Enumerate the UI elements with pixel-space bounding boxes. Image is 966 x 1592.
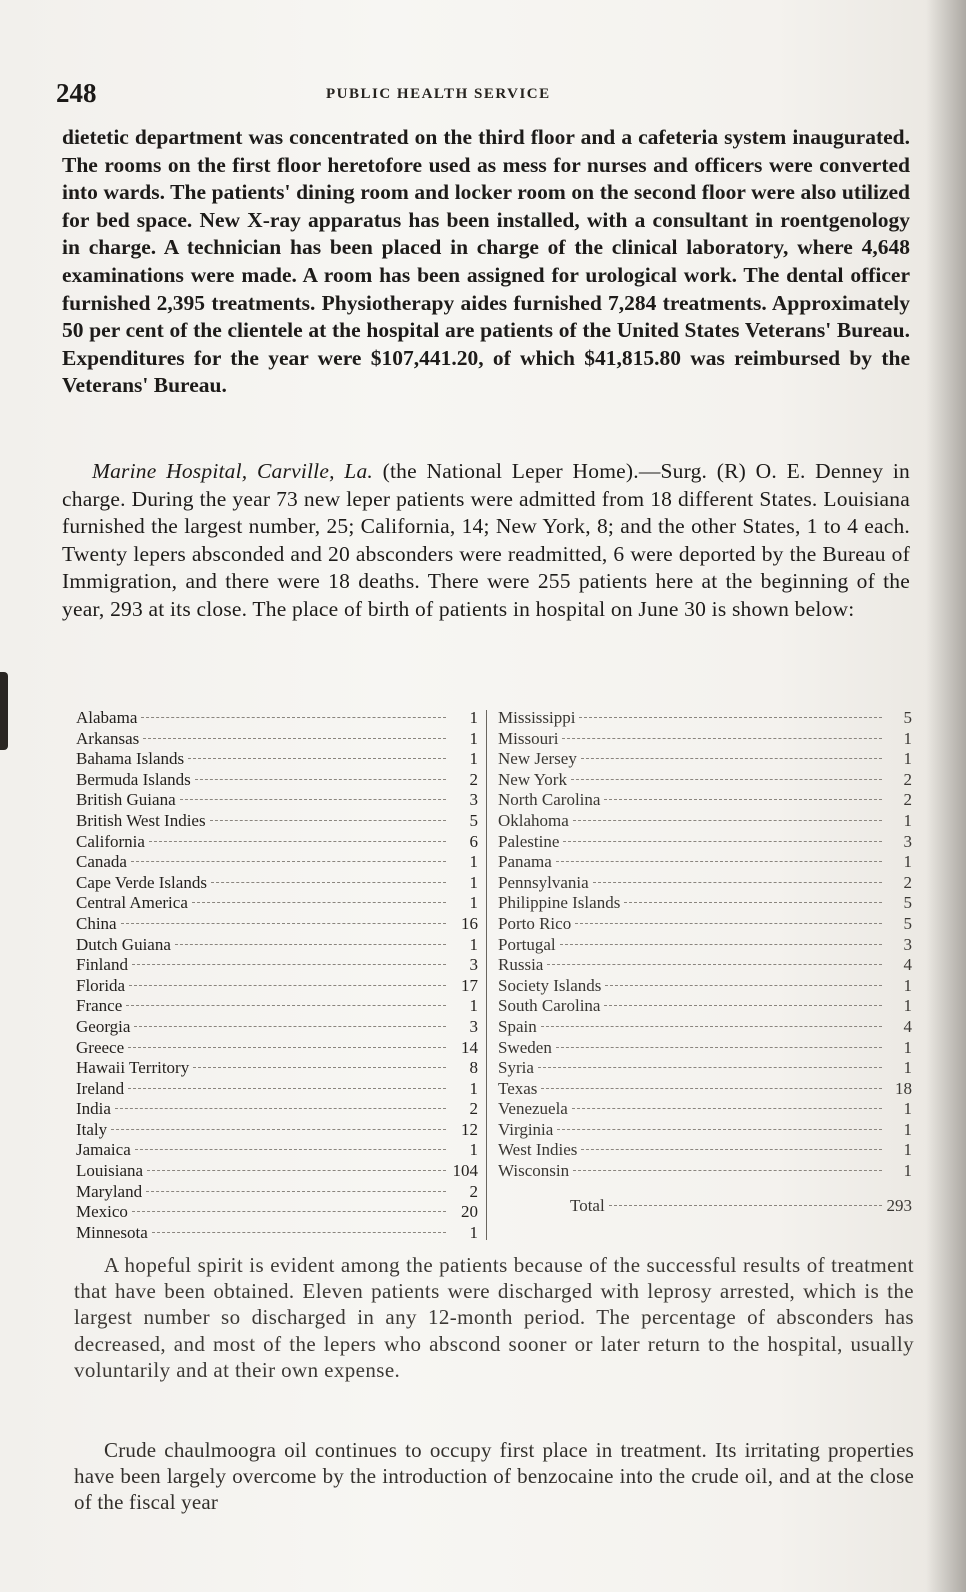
birthplace-name: Arkansas — [76, 728, 140, 748]
table-row — [76, 811, 478, 832]
patient-count: 1 — [903, 852, 912, 872]
total-row — [498, 1196, 912, 1217]
leader-dots — [149, 841, 446, 842]
birthplace-name: New Jersey — [498, 749, 577, 769]
table-row — [76, 770, 478, 791]
birthplace-name: Panama — [498, 852, 552, 872]
birthplace-name: British West Indies — [76, 810, 206, 830]
leader-dots — [192, 902, 446, 903]
table-row — [498, 1058, 912, 1079]
birthplace-name: Jamaica — [76, 1140, 131, 1160]
leader-dots — [147, 1170, 446, 1171]
birthplace-name: France — [76, 996, 123, 1016]
birthplace-name: Hawaii Territory — [76, 1058, 190, 1078]
table-row — [76, 1182, 478, 1203]
patient-count: 2 — [903, 769, 912, 789]
table-row — [498, 1161, 912, 1182]
birthplace-table — [76, 708, 920, 1252]
birthplace-name: Palestine — [498, 831, 560, 851]
table-row — [76, 1099, 478, 1120]
table-row — [76, 1202, 478, 1223]
paragraph-carville — [62, 458, 910, 624]
table-row — [498, 770, 912, 791]
leader-dots — [579, 717, 882, 718]
patient-count: 4 — [903, 1016, 912, 1036]
table-row — [498, 811, 912, 832]
birthplace-name: Ireland — [76, 1078, 125, 1098]
table-row — [76, 1058, 478, 1079]
leader-dots — [605, 985, 882, 986]
leader-dots — [128, 1088, 446, 1089]
table-row — [498, 976, 912, 997]
leader-dots — [604, 799, 882, 800]
patient-count: 1 — [469, 996, 478, 1016]
leader-dots — [538, 1067, 882, 1068]
hospital-title: Marine Hospital, Carville, La. — [92, 459, 373, 483]
table-row — [76, 955, 478, 976]
birthplace-name: Wisconsin — [498, 1161, 570, 1181]
table-row — [76, 935, 478, 956]
table-row — [498, 708, 912, 729]
patient-count: 5 — [469, 810, 478, 830]
table-row — [498, 1140, 912, 1161]
table-row — [498, 1017, 912, 1038]
birthplace-name: Spain — [498, 1016, 537, 1036]
leader-dots — [609, 1205, 882, 1206]
patient-count: 3 — [903, 831, 912, 851]
table-row — [76, 708, 478, 729]
birthplace-name: Florida — [76, 975, 126, 995]
leader-dots — [143, 738, 446, 739]
leader-dots — [572, 1108, 882, 1109]
leader-dots — [541, 1026, 882, 1027]
leader-dots — [575, 923, 882, 924]
paragraph-crude — [74, 1437, 914, 1516]
leader-dots — [126, 1005, 446, 1006]
leader-dots — [571, 779, 882, 780]
table-row — [498, 955, 912, 976]
leader-dots — [573, 820, 882, 821]
birthplace-name: Bahama Islands — [76, 749, 185, 769]
leader-dots — [135, 1149, 446, 1150]
birthplace-name: Russia — [498, 955, 544, 975]
table-row — [76, 1223, 478, 1244]
birthplace-name: Dutch Guiana — [76, 934, 171, 954]
birthplace-name: New York — [498, 769, 567, 789]
table-row — [498, 1038, 912, 1059]
table-row — [498, 893, 912, 914]
birthplace-name: Italy — [76, 1119, 108, 1139]
leader-dots — [180, 799, 446, 800]
patient-count: 3 — [469, 955, 478, 975]
birthplace-name: Canada — [76, 852, 127, 872]
patient-count: 1 — [469, 872, 478, 892]
birthplace-name: India — [76, 1099, 111, 1119]
patient-count: 16 — [461, 913, 478, 933]
patient-count: 1 — [903, 1058, 912, 1078]
birthplace-name: Missouri — [498, 728, 559, 748]
birthplace-name: Mississippi — [498, 708, 576, 727]
leader-dots — [563, 841, 882, 842]
leader-dots — [195, 779, 446, 780]
leader-dots — [624, 902, 882, 903]
table-row — [76, 1038, 478, 1059]
table-row — [76, 893, 478, 914]
leader-dots — [547, 964, 882, 965]
birthplace-name: Maryland — [76, 1181, 143, 1201]
table-row — [498, 1120, 912, 1141]
patient-count: 3 — [903, 934, 912, 954]
patient-count: 2 — [903, 790, 912, 810]
patient-count: 1 — [903, 1119, 912, 1139]
patient-count: 1 — [903, 1099, 912, 1119]
table-row — [498, 832, 912, 853]
leader-dots — [562, 738, 882, 739]
patient-count: 4 — [903, 955, 912, 975]
patient-count: 6 — [469, 831, 478, 851]
patient-count: 2 — [469, 1099, 478, 1119]
leader-dots — [193, 1067, 446, 1068]
table-row — [76, 1017, 478, 1038]
table-row — [76, 996, 478, 1017]
patient-count: 20 — [461, 1202, 478, 1222]
table-row — [76, 749, 478, 770]
birthplace-name: Bermuda Islands — [76, 769, 191, 789]
leader-dots — [581, 758, 882, 759]
birthplace-name: West Indies — [498, 1140, 578, 1160]
birthplace-name: California — [76, 831, 145, 851]
birthplace-name: Greece — [76, 1037, 125, 1057]
table-row — [498, 749, 912, 770]
birthplace-name: China — [76, 913, 117, 933]
birthplace-name: Society Islands — [498, 975, 602, 995]
leader-dots — [129, 985, 446, 986]
table-row — [76, 1140, 478, 1161]
table-row — [76, 1079, 478, 1100]
patient-count: 5 — [903, 893, 912, 913]
birthplace-name: Georgia — [76, 1016, 131, 1036]
leader-dots — [132, 964, 446, 965]
running-head: PUBLIC HEALTH SERVICE — [326, 86, 551, 102]
leader-dots — [131, 861, 446, 862]
leader-dots — [593, 882, 882, 883]
birthplace-name: Mexico — [76, 1202, 128, 1222]
table-row — [76, 976, 478, 997]
birthplace-name: Syria — [498, 1058, 534, 1078]
leader-dots — [573, 1170, 882, 1171]
birthplace-name: Porto Rico — [498, 913, 572, 933]
birthplace-column-right — [498, 708, 912, 1216]
patient-count: 1 — [469, 893, 478, 913]
birthplace-name: Texas — [498, 1078, 538, 1098]
leader-dots — [132, 1211, 446, 1212]
birthplace-name: Central America — [76, 893, 188, 913]
birthplace-column-left — [76, 708, 478, 1243]
birthplace-name: Portugal — [498, 934, 556, 954]
patient-count: 14 — [461, 1037, 478, 1057]
leader-dots — [188, 758, 446, 759]
birthplace-name: Louisiana — [76, 1161, 144, 1181]
total-count: 293 — [886, 1195, 912, 1215]
patient-count: 1 — [469, 749, 478, 769]
patient-count: 18 — [895, 1078, 912, 1098]
patient-count: 1 — [469, 852, 478, 872]
table-row — [498, 729, 912, 750]
birthplace-name: Venezuela — [498, 1099, 568, 1119]
patient-count: 1 — [903, 1161, 912, 1181]
birthplace-name: Philippine Islands — [498, 893, 621, 913]
patient-count: 104 — [452, 1161, 478, 1181]
birthplace-name: Virginia — [498, 1119, 554, 1139]
patient-count: 1 — [903, 1037, 912, 1057]
patient-count: 17 — [461, 975, 478, 995]
patient-count: 2 — [903, 872, 912, 892]
leader-dots — [141, 717, 446, 718]
patient-count: 1 — [469, 708, 478, 727]
birthplace-name: Alabama — [76, 708, 138, 727]
birthplace-name: North Carolina — [498, 790, 601, 810]
crude-text: Crude chaulmoogra oil continues to occupy first place in treatment. Its irritating properties have been largely overcome by the introduction of benzocaine into the crude oil, and at the close of the fiscal year — [74, 1438, 914, 1515]
birthplace-name: Cape Verde Islands — [76, 872, 207, 892]
patient-count: 1 — [469, 1078, 478, 1098]
table-row — [498, 790, 912, 811]
leader-dots — [560, 944, 882, 945]
table-row — [76, 729, 478, 750]
leader-dots — [211, 882, 446, 883]
leader-dots — [111, 1129, 446, 1130]
leader-dots — [152, 1232, 446, 1233]
paragraph-hopeful — [74, 1252, 914, 1383]
table-row — [76, 1161, 478, 1182]
birthplace-name: British Guiana — [76, 790, 176, 810]
patient-count: 12 — [461, 1119, 478, 1139]
page-edge-shadow — [926, 0, 966, 1592]
patient-count: 1 — [469, 728, 478, 748]
leader-dots — [556, 1047, 882, 1048]
birthplace-name: South Carolina — [498, 996, 601, 1016]
patient-count: 2 — [469, 769, 478, 789]
leader-dots — [175, 944, 446, 945]
page-header — [56, 78, 916, 118]
table-row — [76, 852, 478, 873]
table-row — [76, 914, 478, 935]
patient-count: 1 — [903, 975, 912, 995]
birthplace-name: Finland — [76, 955, 128, 975]
leader-dots — [581, 1149, 882, 1150]
binding-mark — [0, 672, 8, 750]
patient-count: 3 — [469, 1016, 478, 1036]
leader-dots — [115, 1108, 446, 1109]
leader-dots — [556, 861, 882, 862]
table-row — [76, 832, 478, 853]
patient-count: 1 — [903, 749, 912, 769]
column-divider — [486, 710, 487, 1240]
patient-count: 1 — [903, 728, 912, 748]
patient-count: 5 — [903, 913, 912, 933]
patient-count: 5 — [903, 708, 912, 727]
leader-dots — [134, 1026, 446, 1027]
table-row — [498, 914, 912, 935]
birthplace-name: Oklahoma — [498, 810, 569, 830]
patient-count: 2 — [469, 1181, 478, 1201]
patient-count: 1 — [903, 996, 912, 1016]
patient-count: 8 — [469, 1058, 478, 1078]
leader-dots — [146, 1191, 446, 1192]
patient-count: 1 — [469, 1222, 478, 1242]
birthplace-name: Pennsylvania — [498, 872, 589, 892]
table-row — [498, 852, 912, 873]
birthplace-name: Sweden — [498, 1037, 552, 1057]
patient-count: 1 — [903, 810, 912, 830]
hopeful-text: A hopeful spirit is evident among the patients because of the successful results of treatment that have been obtained. Eleven patients were discharged with leprosy arrested, which is the largest number so discharged in any 12-month period. The percentage of absconders has decreased, and most of the lepers who abscond sooner or later return to the hospital, usually voluntarily and at their own expense. — [74, 1253, 914, 1382]
page-number: 248 — [56, 78, 97, 108]
patient-count: 1 — [903, 1140, 912, 1160]
patient-count: 1 — [469, 1140, 478, 1160]
total-label: Total — [570, 1195, 605, 1215]
patient-count: 1 — [469, 934, 478, 954]
table-row — [76, 1120, 478, 1141]
leader-dots — [541, 1088, 882, 1089]
leader-dots — [210, 820, 446, 821]
birthplace-name: Minnesota — [76, 1222, 148, 1242]
leader-dots — [121, 923, 446, 924]
table-row — [498, 996, 912, 1017]
leader-dots — [604, 1005, 882, 1006]
table-row — [498, 1079, 912, 1100]
table-row — [498, 1099, 912, 1120]
patient-count: 3 — [469, 790, 478, 810]
table-row — [76, 873, 478, 894]
table-row — [498, 873, 912, 894]
table-row — [498, 935, 912, 956]
leader-dots — [557, 1129, 882, 1130]
leader-dots — [128, 1047, 446, 1048]
carville-body: (the National Leper Home).—Surg. (R) O. E. Denney in charge. During the year 73 new leper patients were admitted from 18 different States. Louisiana furnished the largest number, 25; California, 14; New York, 8; and the other States, 1 to 4 each. Twenty lepers absconded and 20 absconders were readmitted, 6 were deported by the Bureau of Immigration, and there were 18 deaths. There were 255 patients here at the beginning of the year, 293 at its close. The place of birth of patients in hospital on June 30 is shown below: — [62, 459, 910, 621]
paragraph-intro: dietetic department was concentrated on the third floor and a cafeteria system inaugurated. The rooms on the first floor heretofore used as mess for nurses and officers were converted into wards. The patients' dining room and locker room on the second floor were also utilized for bed space. New X-ray apparatus has been installed, with a consultant in roentgenology in charge. A technician has been placed in charge of the clinical laboratory, where 4,648 examinations were made. A room has been assigned for urological work. The dental officer furnished 2,395 treatments. Physiotherapy aides furnished 7,284 treatments. Approximately 50 per cent of the clientele at the hospital are patients of the United States Veterans' Bureau. Expenditures for the year were $107,441.20, of which $41,815.80 was reimbursed by the Veterans' Bureau. — [62, 125, 910, 398]
table-row — [76, 790, 478, 811]
